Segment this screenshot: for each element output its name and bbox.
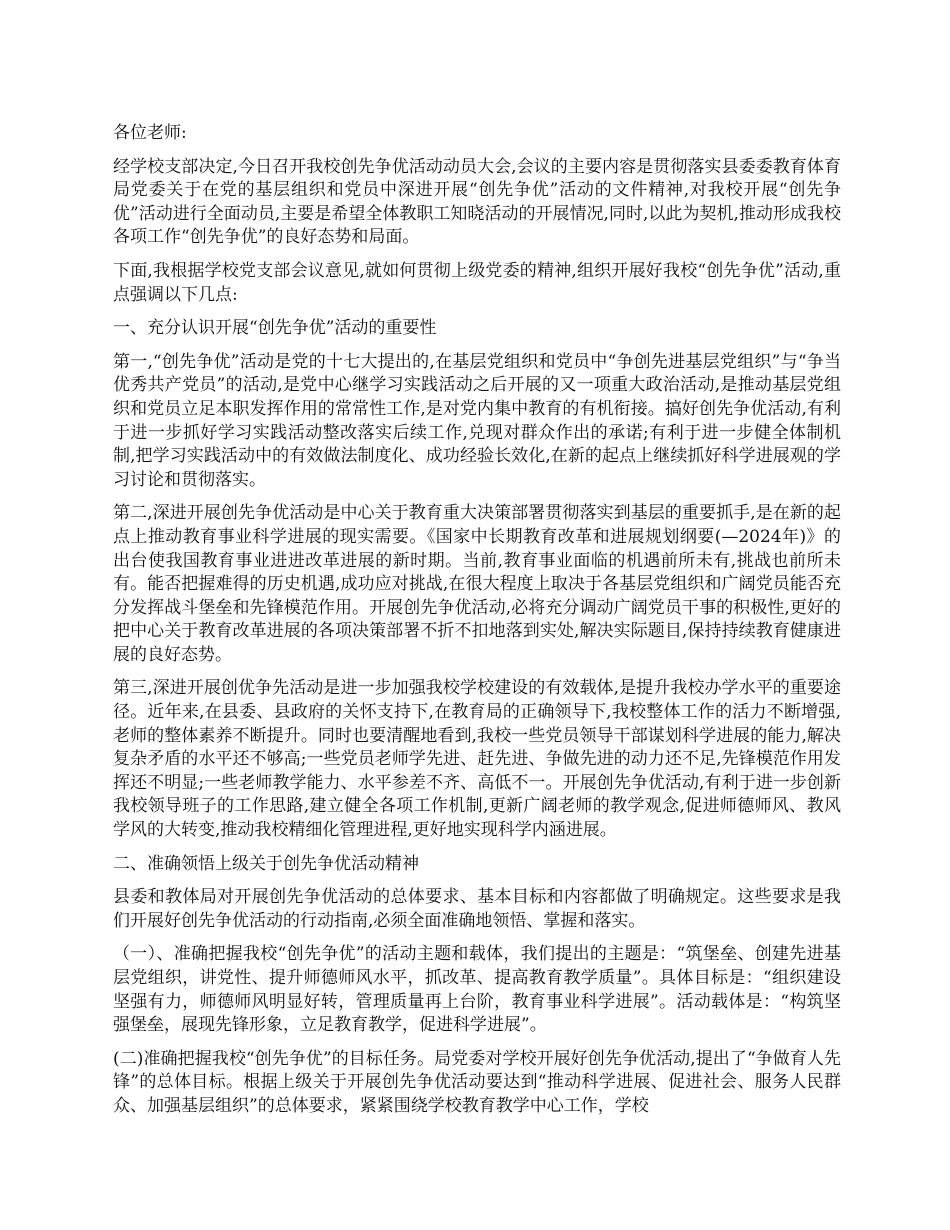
section-heading-1: 一、充分认识开展“创先争优”活动的重要性 <box>113 318 437 339</box>
paragraph-requirements: 县委和教体局对开展创先争优活动的总体要求、基本目标和内容都做了明确规定。这些要求是我们开展好创先争优活动的行动指南,必须全面准确地领悟、掌握和落实。 <box>113 887 841 931</box>
paragraph-second-point: 第二,深进开展创先争优活动是中心关于教育重大决策部署贯彻落实到基层的重要抓手,是在新的起点上推动教育事业科学进展的现实需要。《国家中长期教育改革和进展规划纲要(—2024年)》的出台使我国教育事业进进改革进展的新时期。当前,教育事业面临的机遇前所未有,挑战也前所未有。能否把握难得的历史机遇,成功应对挑战,在很大程度上取决于各基层党组织和广阔党员能否充分发挥战斗堡垒和先锋模范作用。开展创先争优活动,必将充分调动广阔党员干事的积极性,更好的把中心关于教育改革进展的各项决策部署不折不扣地落到实处,解决实际题目,保持持续教育健康进展的良好态势。 <box>113 503 841 665</box>
paragraph-overview: 下面,我根据学校党支部会议意见,就如何贯彻上级党委的精神,组织开展好我校“创先争优”活动,重点强调以下几点: <box>113 260 841 305</box>
paragraph-intro: 经学校支部决定,今日召开我校创先争优活动动员大会,会议的主要内容是贯彻落实县委委教育体育局党委关于在党的基层组织和党员中深进开展“创先争优”活动的文件精神,对我校开展“创先争优”活动进行全面动员,主要是希望全体教职工知晓活动的开展情况,同时,以此为契机,推动形成我校各项工作“创先争优”的良好态势和局面。 <box>113 156 841 248</box>
salutation: 各位老师: <box>113 123 187 143</box>
paragraph-first-point: 第一,“创先争优”活动是党的十七大提出的,在基层党组织和党员中“争创先进基层党组织”与“争当优秀共产党员”的活动,是党中心继学习实践活动之后开展的又一项重大政治活动,是推动基层党组织和党员立足本职发挥作用的常常性工作,是对党内集中教育的有机衔接。搞好创先争优活动,有利于进一步抓好学习实践活动整改落实后续工作,兑现对群众作出的承诺;有利于进一步健全体制机制,把学习实践活动中的有效做法制度化、成功经验长效化,在新的起点上继续抓好科学进展观的学习讨论和贯彻落实。 <box>113 351 841 490</box>
document-body <box>113 122 841 1129</box>
paragraph-theme: （一）、准确把握我校“创先争优”的活动主题和载体，我们提出的主题是：“筑堡垒、创建先进基层党组织，讲党性、提升师德师风水平，抓改革、提高教育教学质量”。具体目标是：“组织建设坚强有力，师德师风明显好转，管理质量再上台阶，教育事业科学进展”。活动载体是：“构筑坚强堡垒，展现先锋形象，立足教育教学，促进科学进展”。 <box>113 944 841 1036</box>
section-heading-2: 二、准确领悟上级关于创先争优活动精神 <box>113 853 419 874</box>
paragraph-goals: (二)准确把握我校“创先争优”的目标任务。局党委对学校开展好创先争优活动,提出了“争做育人先锋”的总体目标。根据上级关于开展创先争优活动要达到“推动科学进展、促进社会、服务人民群众、加强基层组织”的总体要求，紧紧围绕学校教育教学中心工作，学校 <box>113 1048 841 1116</box>
paragraph-third-point: 第三,深进开展创优争先活动是进一步加强我校学校建设的有效载体,是提升我校办学水平的重要途径。近年来,在县委、县政府的关怀支持下,在教育局的正确领导下,我校整体工作的活力不断增强,老师的整体素养不断提升。同时也要清醒地看到,我校一些党员领导干部谋划科学进展的能力,解决复杂矛盾的水平还不够高;一些党员老师学先进、赶先进、争做先进的动力还不足,先锋模范作用发挥还不明显;一些老师教学能力、水平参差不齐、高低不一。开展创先争优活动,有利于进一步创新我校领导班子的工作思路,建立健全各项工作机制,更新广阔老师的教学观念,促进师德师风、教风学风的大转变,推动我校精细化管理进程,更好地实现科学内涵进展。 <box>113 678 841 841</box>
